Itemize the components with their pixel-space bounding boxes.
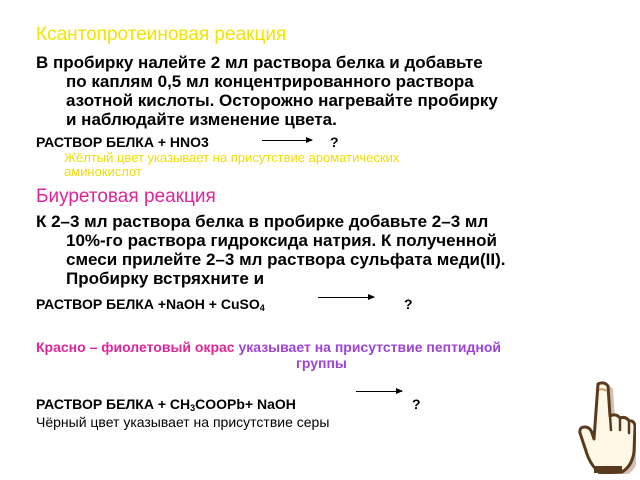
lead-result: ? (412, 396, 421, 412)
xantho-equation: РАСТВОР БЕЛКА + HNO3 (36, 134, 209, 150)
xantho-arrow (262, 140, 312, 141)
lead-note: Чёрный цвет указывает на присутствие серы (36, 414, 330, 430)
lead-equation (36, 396, 296, 413)
biuret-para-line3: смеси прилейте 2–3 мл раствора сульфата меди(II). (66, 250, 506, 269)
biuret-eq-subscript: 4 (259, 303, 265, 313)
biuret-paragraph (36, 212, 636, 288)
xantho-para-line4: и наблюдайте изменение цвета. (66, 110, 337, 129)
xantho-note-line2: аминокислот (64, 164, 142, 179)
xantho-note (64, 151, 399, 179)
lead-eq-part2: COOPb+ NaOH (195, 396, 296, 412)
biuret-note-rest: указывает на присутствие пептидной (234, 339, 502, 355)
biuret-note-colored: Красно – фиолетовый окрас (36, 339, 235, 355)
biuret-note-line1 (36, 339, 501, 355)
biuret-result: ? (404, 296, 413, 312)
lead-eq-subscript: 3 (190, 403, 196, 413)
biuret-note-line2: группы (296, 355, 347, 371)
biuret-para-line1: К 2–3 мл раствора белка в пробирке добавьте 2–3 мл (36, 212, 489, 231)
xantho-para-line2: по каплям 0,5 мл концентрированного раствора (66, 72, 474, 91)
xantho-title: Ксантопротеиновая реакция (36, 24, 287, 45)
biuret-para-line4: Пробирку встряхните и (66, 269, 265, 288)
xantho-note-line1: Жёлтый цвет указывает на присутствие ароматических (64, 150, 400, 165)
pointing-hand-icon (576, 378, 636, 474)
biuret-title: Биуретовая реакция (36, 186, 216, 207)
biuret-equation (36, 296, 265, 313)
biuret-eq-text: РАСТВОР БЕЛКА +NaOH + CuSO (36, 296, 260, 312)
xantho-paragraph (36, 53, 636, 129)
xantho-para-line1: В пробирку налейте 2 мл раствора белка и добавьте (36, 53, 483, 72)
lead-arrow (356, 391, 402, 392)
lead-eq-part1: РАСТВОР БЕЛКА + CH (36, 396, 191, 412)
xantho-result: ? (330, 134, 339, 150)
biuret-arrow (318, 297, 374, 298)
biuret-para-line2: 10%-го раствора гидроксида натрия. К полученной (66, 231, 497, 250)
xantho-para-line3: азотной кислоты. Осторожно нагревайте пробирку (66, 91, 498, 110)
